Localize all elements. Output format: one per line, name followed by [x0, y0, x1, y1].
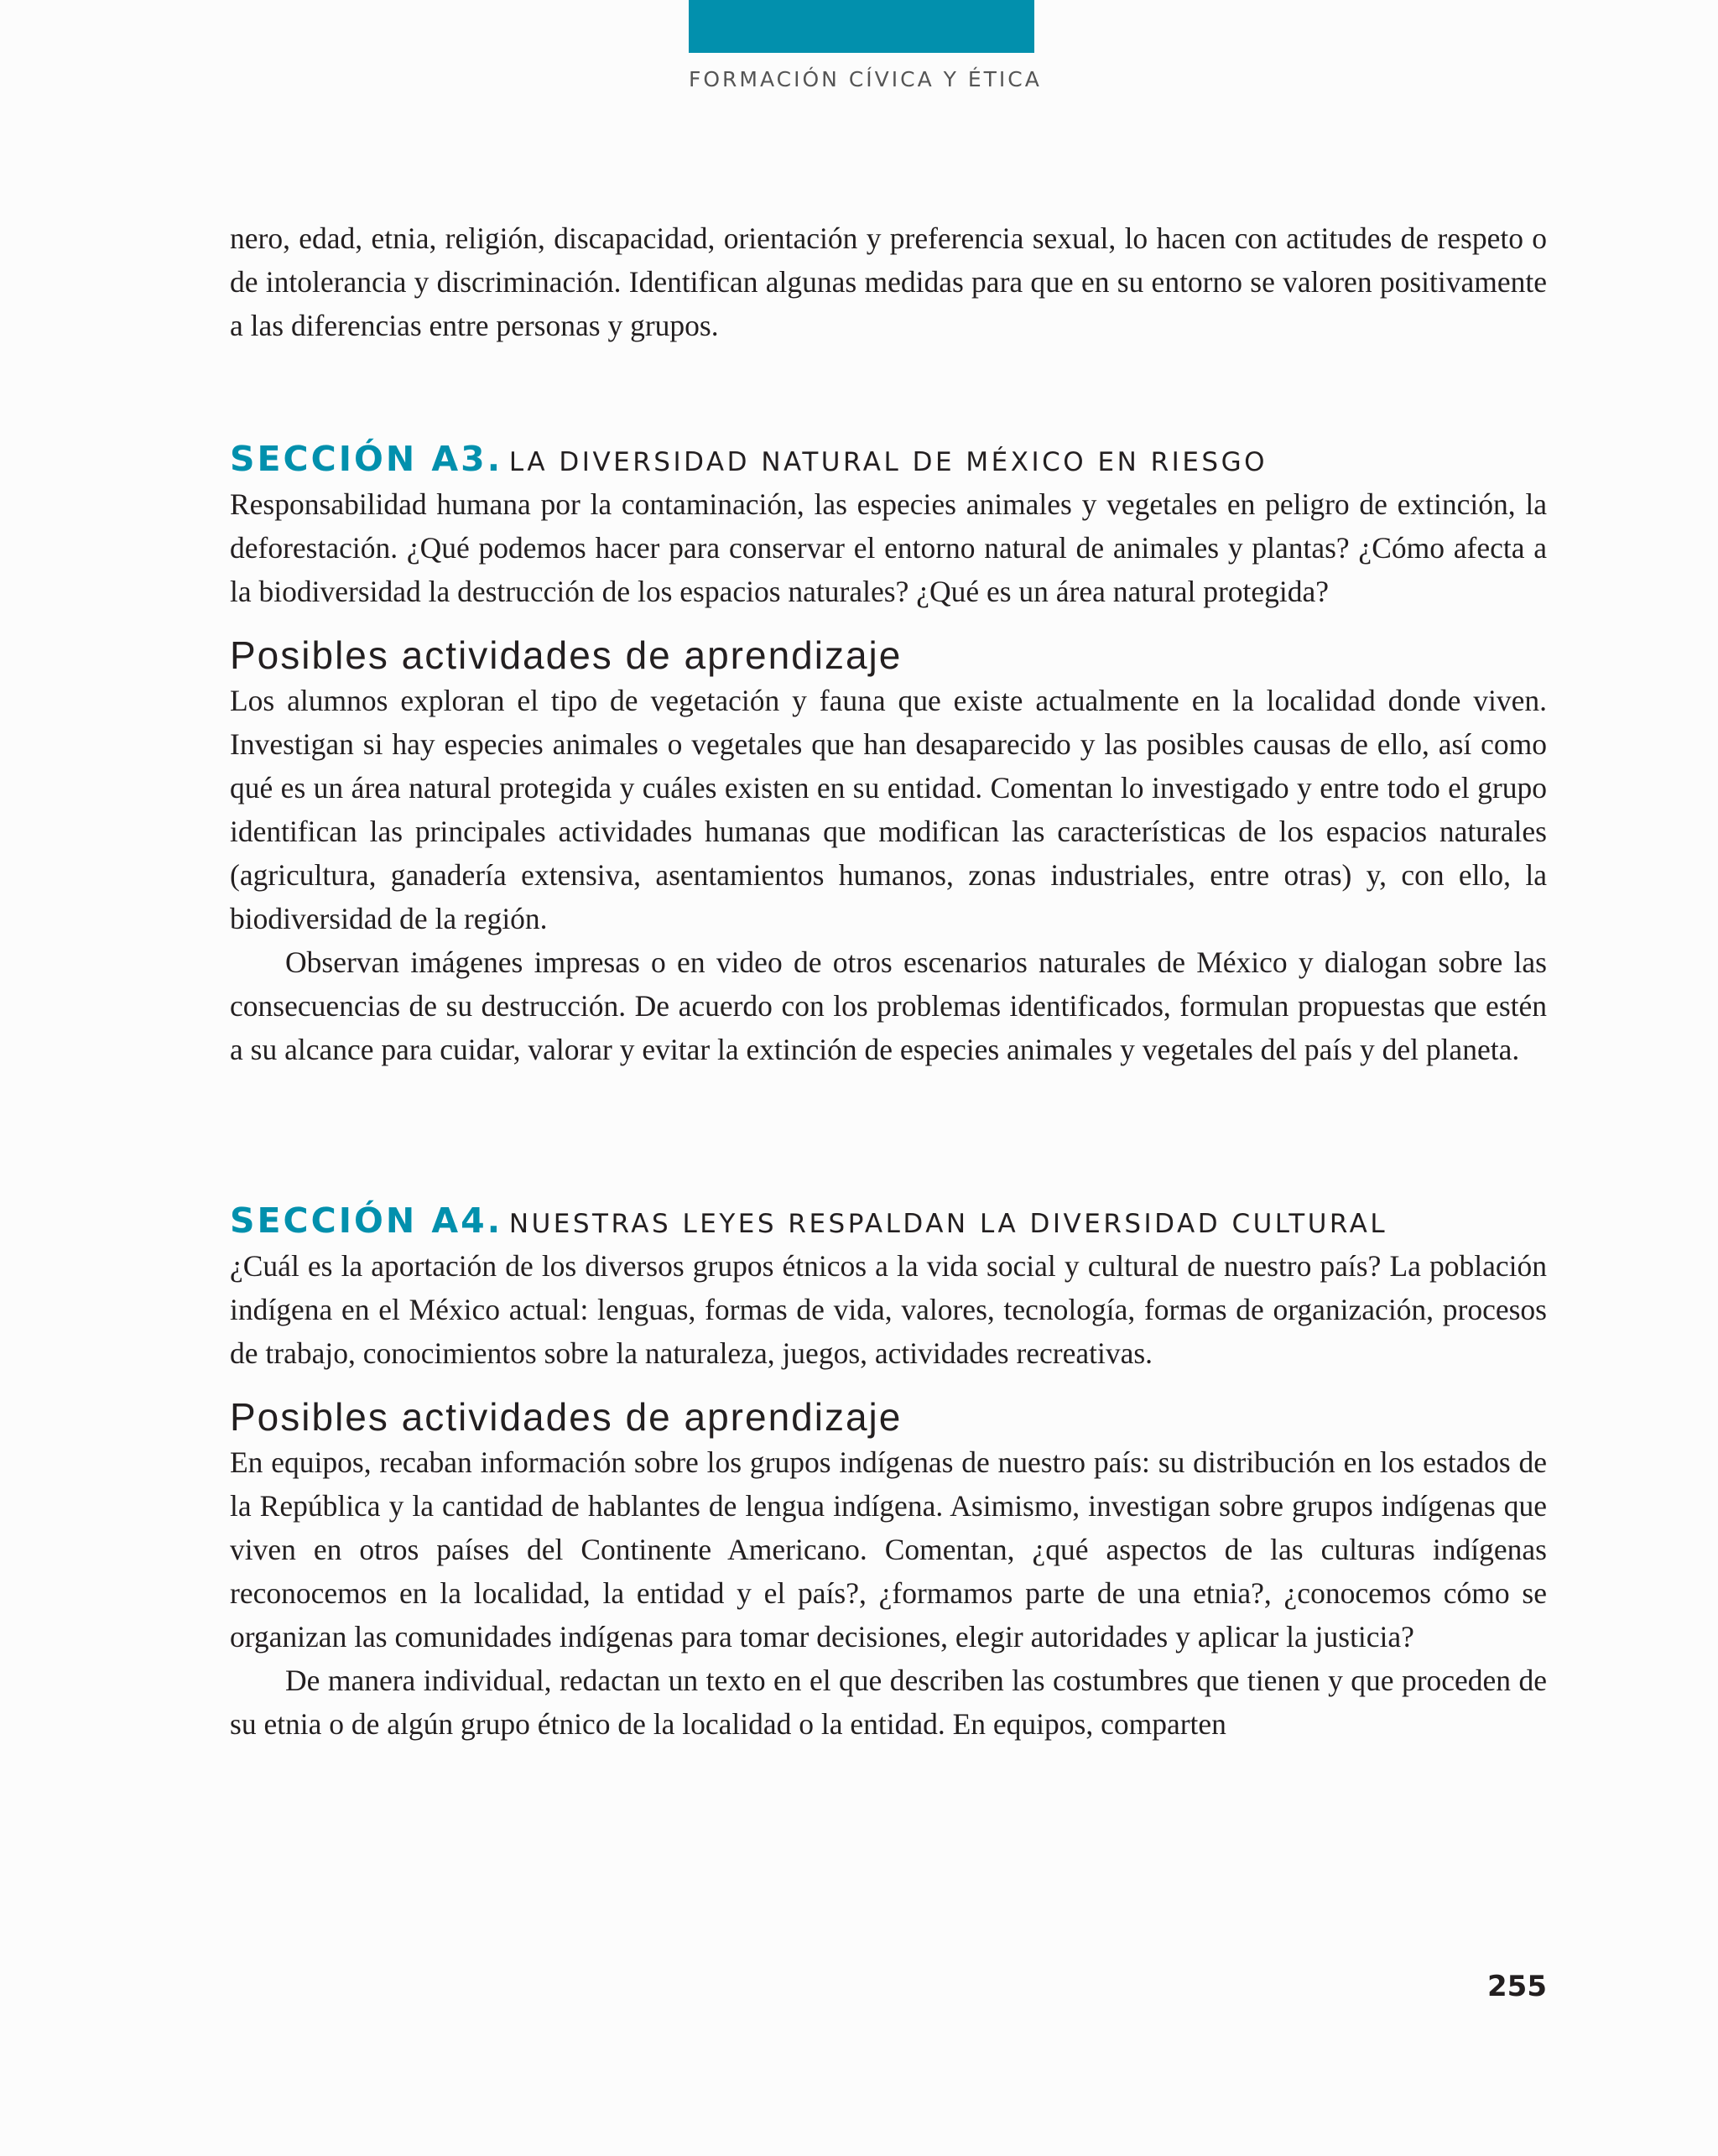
- section-heading: [230, 1197, 1547, 1244]
- section-title: LA DIVERSIDAD NATURAL DE MÉXICO EN RIESGO: [508, 447, 1268, 477]
- running-title: FORMACIÓN CÍVICA Y ÉTICA: [689, 67, 1042, 91]
- section-a4: [230, 1197, 1547, 1746]
- activities-heading: Posibles actividades de aprendizaje: [230, 1395, 903, 1439]
- section-summary: ¿Cuál es la aportación de los diversos grupos étnicos a la vida social y cultural de nuestro país? La población indígena en el México actual: lenguas, formas de vida, valores, tecnología, formas de organización, procesos de trabajo, conocimientos sobre la naturaleza, juegos, actividades recreativas.: [230, 1249, 1547, 1370]
- page-number: 255: [1487, 1970, 1547, 2003]
- section-a3: [230, 435, 1547, 1071]
- section-heading: [230, 435, 1547, 482]
- section-title: NUESTRAS LEYES RESPALDAN LA DIVERSIDAD CULTURAL: [508, 1209, 1388, 1239]
- section-label: SECCIÓN A4.: [230, 1200, 503, 1241]
- section-label: SECCIÓN A3.: [230, 439, 503, 479]
- intro-paragraph: nero, edad, etnia, religión, discapacidad, orientación y preferencia sexual, lo hacen con actitudes de respeto o de intolerancia y discriminación. Identifican algunas medidas para que en su entorno se valoren positivamente a las diferencias entre personas y grupos.: [230, 221, 1547, 342]
- activities-heading: Posibles actividades de aprendizaje: [230, 633, 903, 677]
- activity-paragraph: Los alumnos exploran el tipo de vegetación y fauna que existe actualmente en la localidad donde viven. Investigan si hay especies animales o vegetales que han desaparecido y las posibles causas de ello, así como qué es un área natural protegida y cuáles existen en su entidad. Comentan lo investigado y entre todo el grupo identifican las principales actividades humanas que modifican las características de los espacios naturales (agricultura, ganadería extensiva, asentamientos humanos, zonas industriales, entre otras) y, con ello, la biodiversidad de la región.: [230, 684, 1547, 935]
- activity-paragraph: Observan imágenes impresas o en video de otros escenarios naturales de México y dialogan sobre las consecuencias de su destrucción. De acuerdo con los problemas identificados, formulan propuestas que estén a su alcance para cuidar, valorar y evitar la extinción de especies animales y vegetales del país y del planeta.: [230, 945, 1547, 1066]
- header-color-tab: [689, 0, 1034, 53]
- activity-paragraph: De manera individual, redactan un texto en el que describen las costumbres que tienen y que proceden de su etnia o de algún grupo étnico de la localidad o la entidad. En equipos, comparten: [230, 1664, 1547, 1741]
- section-summary: Responsabilidad humana por la contaminación, las especies animales y vegetales en peligro de extinción, la deforestación. ¿Qué podemos hacer para conservar el entorno natural de animales y plantas? ¿Cómo afecta a la biodiversidad la destrucción de los espacios naturales? ¿Qué es un área natural protegida?: [230, 487, 1547, 608]
- activity-paragraph: En equipos, recaban información sobre los grupos indígenas de nuestro país: su distribución en los estados de la República y la cantidad de hablantes de lengua indígena. Asimismo, investigan sobre grupos indígenas que viven en otros países del Continente Americano. Comentan, ¿qué aspectos de las culturas indígenas reconocemos en la localidad, la entidad y el país?, ¿formamos parte de una etnia?, ¿conocemos cómo se organizan las comunidades indígenas para tomar decisiones, elegir autoridades y aplicar la justicia?: [230, 1445, 1547, 1653]
- page-content: [230, 216, 1547, 1746]
